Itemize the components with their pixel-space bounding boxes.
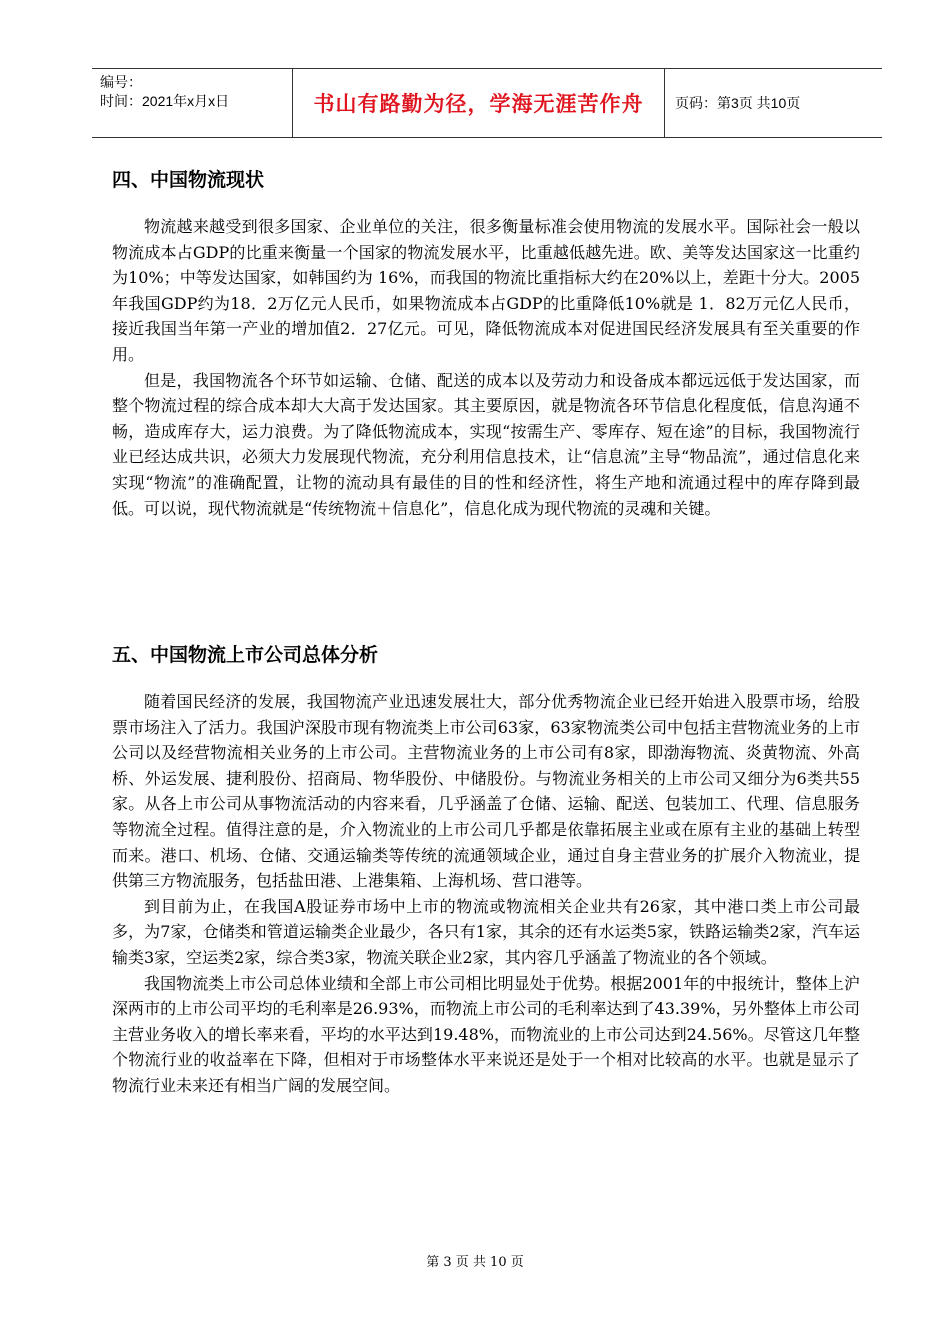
document-number-label: 编号：	[100, 74, 142, 90]
page-header	[92, 68, 882, 138]
header-meta	[92, 69, 293, 137]
header-motto: 书山有路勤为径，学海无涯苦作舟	[293, 69, 665, 137]
paragraph: 但是，我国物流各个环节如运输、仓储、配送的成本以及劳动力和设备成本都远远低于发达国家，而整个物流过程的综合成本却大大高于发达国家。其主要原因，就是物流各环节信息化程度低，信息沟通不畅，造成库存大，运力浪费。为了降低物流成本，实现“按需生产、零库存、短在途”的目标，我国物流行业已经达成共识，必须大力发展现代物流，充分利用信息技术，让“信息流”主导“物品流”，通过信息化来实现“物流”的准确配置，让物的流动具有最佳的目的性和经济性，将生产地和流通过程中的库存降到最低。可以说，现代物流就是“传统物流＋信息化”，信息化成为现代物流的灵魂和关键。	[112, 370, 860, 518]
section-listed-companies-analysis	[112, 641, 860, 1099]
header-page-info: 页码：第3页 共10页	[675, 95, 801, 111]
paragraph: 我国物流类上市公司总体业绩和全部上市公司相比明显处于优势。根据2001年的中报统计，整体上沪深两市的上市公司平均的毛利率是26.93%，而物流上市公司的毛利率达到了43.39%，另外整体上市公司主营业务收入的增长率来看，平均的水平达到19.48%，而物流业的上市公司达到24.56%。尽管这几年整个物流行业的收益率在下降，但相对于市场整体水平来说还是处于一个相对比较高的水平。也就是显示了物流行业未来还有相当广阔的发展空间。	[112, 973, 860, 1095]
section-title: 四、中国物流现状	[112, 169, 265, 191]
paragraph: 到目前为止，在我国A股证券市场中上市的物流或物流相关企业共有26家，其中港口类上市公司最多，为7家，仓储类和管道运输类企业最少，各只有1家，其余的还有水运类5家，铁路运输类2家，汽车运输类3家，空运类2家，综合类3家，物流关联企业2家，其内容几乎涵盖了物流业的各个领域。	[112, 896, 860, 967]
paragraph: 随着国民经济的发展，我国物流产业迅速发展壮大，部分优秀物流企业已经开始进入股票市场，给股票市场注入了活力。我国沪深股市现有物流类上市公司63家，63家物流类公司中包括主营物流业务的上市公司以及经营物流相关业务的上市公司。主营物流业务的上市公司有8家，即渤海物流、炎黄物流、外高桥、外运发展、捷利股份、招商局、物华股份、中储股份。与物流业务相关的上市公司又细分为6类共55家。从各上市公司从事物流活动的内容来看，几乎涵盖了仓储、运输、配送、包装加工、代理、信息服务等物流全过程。值得注意的是，介入物流业的上市公司几乎都是依靠拓展主业或在原有主业的基础上转型而来。港口、机场、仓储、交通运输类等传统的流通领域企业，通过自身主营业务的扩展介入物流业，提供第三方物流服务，包括盐田港、上港集箱、上海机场、营口港等。	[112, 692, 860, 891]
paragraph: 物流越来越受到很多国家、企业单位的关注，很多衡量标准会使用物流的发展水平。国际社会一般以物流成本占GDP的比重来衡量一个国家的物流发展水平，比重越低越先进。欧、美等发达国家这一比重约为10%；中等发达国家，如韩国约为 16%，而我国的物流比重指标大约在20%以上，差距十分大。2005年我国GDP约为18．2万亿元人民币，如果物流成本占GDP的比重降低10%就是 1．82万元亿人民币，接近我国当年第一产业的增加值2．27亿元。可见，降低物流成本对促进国民经济发展具有至关重要的作用。	[112, 217, 860, 364]
section-title: 五、中国物流上市公司总体分析	[112, 644, 379, 666]
page-footer: 第 3 页 共 10 页	[426, 1255, 524, 1270]
section-china-logistics-status	[112, 166, 860, 521]
document-time-label: 时间：2021年x月x日	[100, 93, 230, 109]
